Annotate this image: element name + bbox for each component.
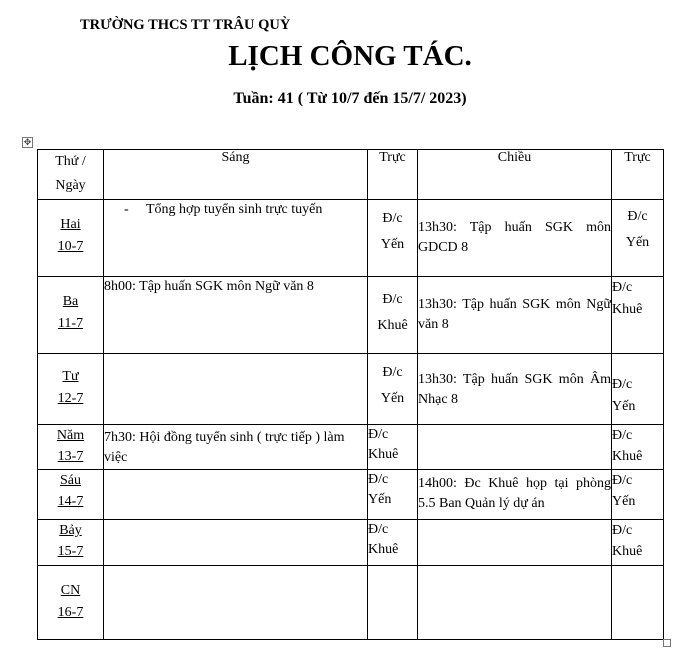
duty-morning-prefix: Đ/c bbox=[368, 427, 389, 442]
afternoon-cell: 13h30: Tập huấn SGK môn Ngữ văn 8 bbox=[418, 277, 612, 354]
day-cell bbox=[38, 566, 104, 640]
morning-cell: 7h30: Hội đồng tuyển sinh ( trực tiếp ) làm việc bbox=[104, 425, 368, 470]
header-duty-afternoon: Trực bbox=[612, 150, 664, 200]
afternoon-cell: 14h00: Đc Khuê họp tại phòng 5.5 Ban Quản lý dự án bbox=[418, 470, 612, 520]
duty-afternoon-prefix: Đ/c bbox=[612, 473, 633, 488]
duty-afternoon-name: Khuê bbox=[612, 544, 643, 559]
schedule-table bbox=[37, 149, 664, 640]
header-day-line1: Thứ / bbox=[55, 154, 86, 169]
duty-afternoon-prefix: Đ/c bbox=[612, 523, 633, 538]
morning-text: Tổng hợp tuyển sinh trực tuyến bbox=[146, 202, 323, 217]
day-name: Năm bbox=[56, 428, 85, 443]
duty-afternoon-cell bbox=[612, 566, 664, 640]
header-day bbox=[38, 150, 104, 200]
duty-afternoon-cell bbox=[612, 470, 664, 520]
week-range: Tuần: 41 ( Từ 10/7 đến 15/7/ 2023) bbox=[233, 90, 467, 107]
day-name: Tư bbox=[62, 369, 79, 384]
duty-afternoon-cell bbox=[612, 277, 664, 354]
day-date: 12-7 bbox=[57, 391, 84, 406]
day-date: 10-7 bbox=[57, 239, 84, 254]
duty-afternoon-cell bbox=[612, 354, 664, 425]
duty-afternoon-prefix: Đ/c bbox=[627, 209, 648, 224]
day-cell bbox=[38, 425, 104, 470]
duty-morning-prefix: Đ/c bbox=[382, 365, 403, 380]
morning-cell bbox=[104, 354, 368, 425]
afternoon-cell bbox=[418, 520, 612, 566]
duty-morning-cell bbox=[368, 200, 418, 277]
table-row bbox=[38, 354, 664, 425]
duty-afternoon-name: Yến bbox=[612, 399, 636, 414]
afternoon-cell bbox=[418, 566, 612, 640]
duty-morning-cell bbox=[368, 425, 418, 470]
duty-afternoon-cell bbox=[612, 520, 664, 566]
day-date: 13-7 bbox=[57, 449, 84, 464]
duty-afternoon-cell bbox=[612, 425, 664, 470]
day-name: Ba bbox=[62, 294, 79, 309]
day-cell bbox=[38, 470, 104, 520]
duty-morning-cell bbox=[368, 520, 418, 566]
duty-afternoon-name: Khuê bbox=[612, 302, 643, 317]
morning-cell bbox=[104, 520, 368, 566]
duty-morning-prefix: Đ/c bbox=[368, 522, 389, 537]
duty-afternoon-prefix: Đ/c bbox=[612, 377, 633, 392]
afternoon-cell: 13h30: Tập huấn SGK môn Âm Nhạc 8 bbox=[418, 354, 612, 425]
header-day-line2: Ngày bbox=[55, 178, 86, 193]
table-row bbox=[38, 520, 664, 566]
page-title: LỊCH CÔNG TÁC. bbox=[228, 40, 472, 72]
duty-morning-prefix: Đ/c bbox=[368, 472, 389, 487]
day-date: 16-7 bbox=[57, 605, 84, 620]
header-afternoon: Chiều bbox=[418, 150, 612, 200]
morning-cell bbox=[104, 470, 368, 520]
table-row bbox=[38, 425, 664, 470]
day-cell bbox=[38, 354, 104, 425]
duty-morning-name: Yến bbox=[368, 492, 392, 507]
afternoon-cell bbox=[418, 425, 612, 470]
duty-morning-cell bbox=[368, 566, 418, 640]
header-morning: Sáng bbox=[104, 150, 368, 200]
duty-morning-prefix: Đ/c bbox=[382, 292, 403, 307]
duty-morning-name: Yến bbox=[380, 237, 405, 252]
duty-afternoon-prefix: Đ/c bbox=[612, 280, 633, 295]
morning-bullet-item bbox=[104, 200, 367, 220]
day-name: Hai bbox=[60, 217, 81, 232]
table-row bbox=[38, 470, 664, 520]
table-header-row bbox=[38, 150, 664, 200]
afternoon-cell: 13h30: Tập huấn SGK môn GDCD 8 bbox=[418, 200, 612, 277]
day-date: 14-7 bbox=[57, 494, 84, 509]
table-resize-handle-icon[interactable] bbox=[663, 639, 671, 647]
day-cell bbox=[38, 520, 104, 566]
morning-cell bbox=[104, 200, 368, 277]
day-name: Sáu bbox=[60, 473, 81, 488]
duty-morning-name: Khuê bbox=[368, 542, 399, 557]
duty-morning-prefix: Đ/c bbox=[382, 211, 403, 226]
day-cell bbox=[38, 277, 104, 354]
school-name: TRƯỜNG THCS TT TRÂU QUỲ bbox=[80, 17, 291, 33]
duty-morning-cell bbox=[368, 470, 418, 520]
duty-morning-cell bbox=[368, 354, 418, 425]
header-duty-morning: Trực bbox=[368, 150, 418, 200]
day-date: 15-7 bbox=[57, 544, 84, 559]
day-date: 11-7 bbox=[57, 316, 84, 331]
day-name: CN bbox=[60, 583, 81, 598]
day-name: Bảy bbox=[59, 523, 82, 538]
table-row bbox=[38, 200, 664, 277]
table-move-handle-icon[interactable]: ✥ bbox=[23, 137, 32, 147]
table-row bbox=[38, 566, 664, 640]
duty-morning-name: Khuê bbox=[368, 447, 399, 462]
duty-morning-cell bbox=[368, 277, 418, 354]
morning-cell bbox=[104, 566, 368, 640]
duty-morning-name: Khuê bbox=[377, 318, 408, 333]
day-cell bbox=[38, 200, 104, 277]
duty-afternoon-prefix: Đ/c bbox=[612, 428, 633, 443]
duty-afternoon-name: Khuê bbox=[612, 449, 643, 464]
duty-morning-name: Yến bbox=[380, 391, 405, 406]
bullet-marker: - bbox=[124, 202, 129, 217]
table-row bbox=[38, 277, 664, 354]
duty-afternoon-name: Yến bbox=[612, 494, 636, 509]
morning-cell: 8h00: Tập huấn SGK môn Ngữ văn 8 bbox=[104, 277, 368, 354]
duty-afternoon-name: Yến bbox=[625, 235, 650, 250]
duty-afternoon-cell bbox=[612, 200, 664, 277]
